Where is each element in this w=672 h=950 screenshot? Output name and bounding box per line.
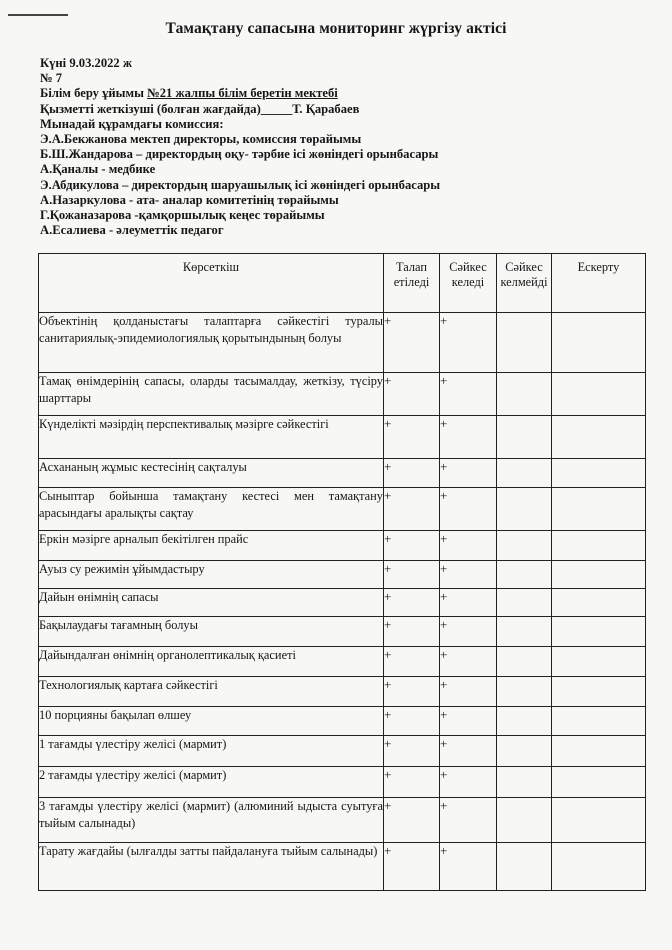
required-cell: + [384,647,440,677]
compliant-cell: + [440,843,497,891]
required-cell: + [384,736,440,767]
corner-stroke [8,14,68,16]
required-cell: + [384,313,440,373]
indicator-cell: Технологиялық картаға сәйкестігі [39,677,384,707]
note-cell [552,736,646,767]
note-cell [552,617,646,647]
compliant-cell: + [440,647,497,677]
noncompliant-cell [497,647,552,677]
compliant-cell: + [440,373,497,416]
noncompliant-cell [497,373,552,416]
noncompliant-cell [497,798,552,843]
note-cell [552,488,646,531]
table-row [39,531,646,561]
indicator-cell: Дайын өнімнің сапасы [39,589,384,617]
table-header-row [39,254,646,313]
noncompliant-cell [497,459,552,488]
commission-member: А.Есалиева - әлеуметтік педагог [40,223,224,238]
compliant-cell: + [440,677,497,707]
note-cell [552,677,646,707]
note-cell [552,313,646,373]
noncompliant-cell [497,617,552,647]
commission-member: А.Қаналы - медбике [40,162,156,177]
compliant-cell: + [440,617,497,647]
noncompliant-cell [497,488,552,531]
supplier-blank: _____ [260,101,293,116]
note-cell [552,416,646,459]
table-row [39,459,646,488]
indicator-cell: 2 тағамды үлестіру желісі (мармит) [39,767,384,798]
compliant-cell: + [440,707,497,736]
table-row [39,767,646,798]
note-cell [552,647,646,677]
compliant-cell: + [440,798,497,843]
noncompliant-cell [497,531,552,561]
indicator-cell: Дайындалған өнімнің органолептикалық қасиеті [39,647,384,677]
header-compliant: Сәйкес келеді [440,254,497,313]
supplier-value: Т. Қарабаев [292,101,360,116]
indicator-cell: Тарату жағдайы (ылғалды затты пайдалануға тыйым салынады) [39,843,384,891]
compliant-cell: + [440,767,497,798]
note-cell [552,561,646,589]
required-cell: + [384,677,440,707]
noncompliant-cell [497,561,552,589]
table-row [39,707,646,736]
required-cell: + [384,531,440,561]
indicator-cell: Сыныптар бойынша тамақтану кестесі мен тамақтану арасындағы аралықты сақтау [39,488,384,531]
commission-intro: Мынадай құрамдағы комиссия: [40,116,224,131]
header-note: Ескерту [552,254,646,313]
table-row [39,488,646,531]
header-required: Талап етіледі [384,254,440,313]
commission-member: А.Назаркулова - ата- аналар комитетінің төрайымы [40,192,339,207]
document-title: Тамақтану сапасына мониторинг жүргізу актісі [165,20,507,37]
table-row [39,561,646,589]
compliant-cell: + [440,313,497,373]
commission-member: Г.Қожаназарова -қамқоршылық кеңес төрайымы [40,208,325,223]
compliant-cell: + [440,416,497,459]
indicator-cell: Асхананың жұмыс кестесінің сақталуы [39,459,384,488]
compliant-cell: + [440,459,497,488]
header-noncompliant: Сәйкес келмейді [497,254,552,313]
noncompliant-cell [497,736,552,767]
note-cell [552,843,646,891]
table-row [39,647,646,677]
indicator-cell: Күнделікті мәзірдің перспективалық мәзірге сәйкестігі [39,416,384,459]
required-cell: + [384,488,440,531]
table-row [39,736,646,767]
supplier-line [40,102,640,117]
table-row [39,843,646,891]
table-row [39,313,646,373]
compliant-cell: + [440,561,497,589]
indicator-cell: 10 порцияны бақылап өлшеу [39,707,384,736]
school-label: Білім беру ұйымы [40,86,148,101]
compliant-cell: + [440,589,497,617]
indicator-cell: Еркін мәзірге арналып бекітілген прайс [39,531,384,561]
note-cell [552,531,646,561]
noncompliant-cell [497,589,552,617]
required-cell: + [384,373,440,416]
act-number: № 7 [40,71,63,86]
indicator-cell: Бақылаудағы тағамның болуы [39,617,384,647]
date-line: Күні 9.03.2022 ж [40,56,132,70]
required-cell: + [384,767,440,798]
note-cell [552,373,646,416]
commission-member: Э.Абдикулова – директордың шаруашылық ісі жөніндегі орынбасары [40,177,441,192]
table-row [39,589,646,617]
note-cell [552,589,646,617]
monitoring-table [38,253,646,891]
school-line [40,86,640,101]
indicator-cell: Тамақ өнімдерінің сапасы, оларды тасымалдау, жеткізу, түсіру шарттары [39,373,384,416]
header-indicator: Көрсеткіш [39,254,384,313]
required-cell: + [384,843,440,891]
supplier-label: Қызметті жеткізуші (болған жағдайда) [40,101,261,116]
indicator-cell: Ауыз су режимін ұйымдастыру [39,561,384,589]
compliant-cell: + [440,531,497,561]
commission-member: Э.А.Бекжанова мектеп директоры, комиссия төрайымы [40,132,362,147]
note-cell [552,767,646,798]
noncompliant-cell [497,416,552,459]
indicator-cell: Объектінің қолданыстағы талаптарға сәйкестігі туралы санитариялық-эпидемиологиялық қорытындының болуы [39,313,384,373]
required-cell: + [384,589,440,617]
required-cell: + [384,707,440,736]
required-cell: + [384,617,440,647]
noncompliant-cell [497,313,552,373]
note-cell [552,798,646,843]
compliant-cell: + [440,736,497,767]
noncompliant-cell [497,843,552,891]
table-row [39,617,646,647]
required-cell: + [384,561,440,589]
indicator-cell: 3 тағамды үлестіру желісі (мармит) (алюминий ыдыста суытуға тыйым салынады) [39,798,384,843]
note-cell [552,459,646,488]
table-row [39,798,646,843]
noncompliant-cell [497,677,552,707]
noncompliant-cell [497,707,552,736]
compliant-cell: + [440,488,497,531]
required-cell: + [384,416,440,459]
required-cell: + [384,798,440,843]
indicator-cell: 1 тағамды үлестіру желісі (мармит) [39,736,384,767]
note-cell [552,707,646,736]
document-header [40,56,640,238]
commission-member: Б.Ш.Жандарова – директордың оқу- тәрбие ісі жөніндегі орынбасары [40,147,439,162]
table-row [39,416,646,459]
noncompliant-cell [497,767,552,798]
table-row [39,373,646,416]
school-value: №21 жалпы білім беретін мектебі [147,86,338,101]
table-row [39,677,646,707]
required-cell: + [384,459,440,488]
